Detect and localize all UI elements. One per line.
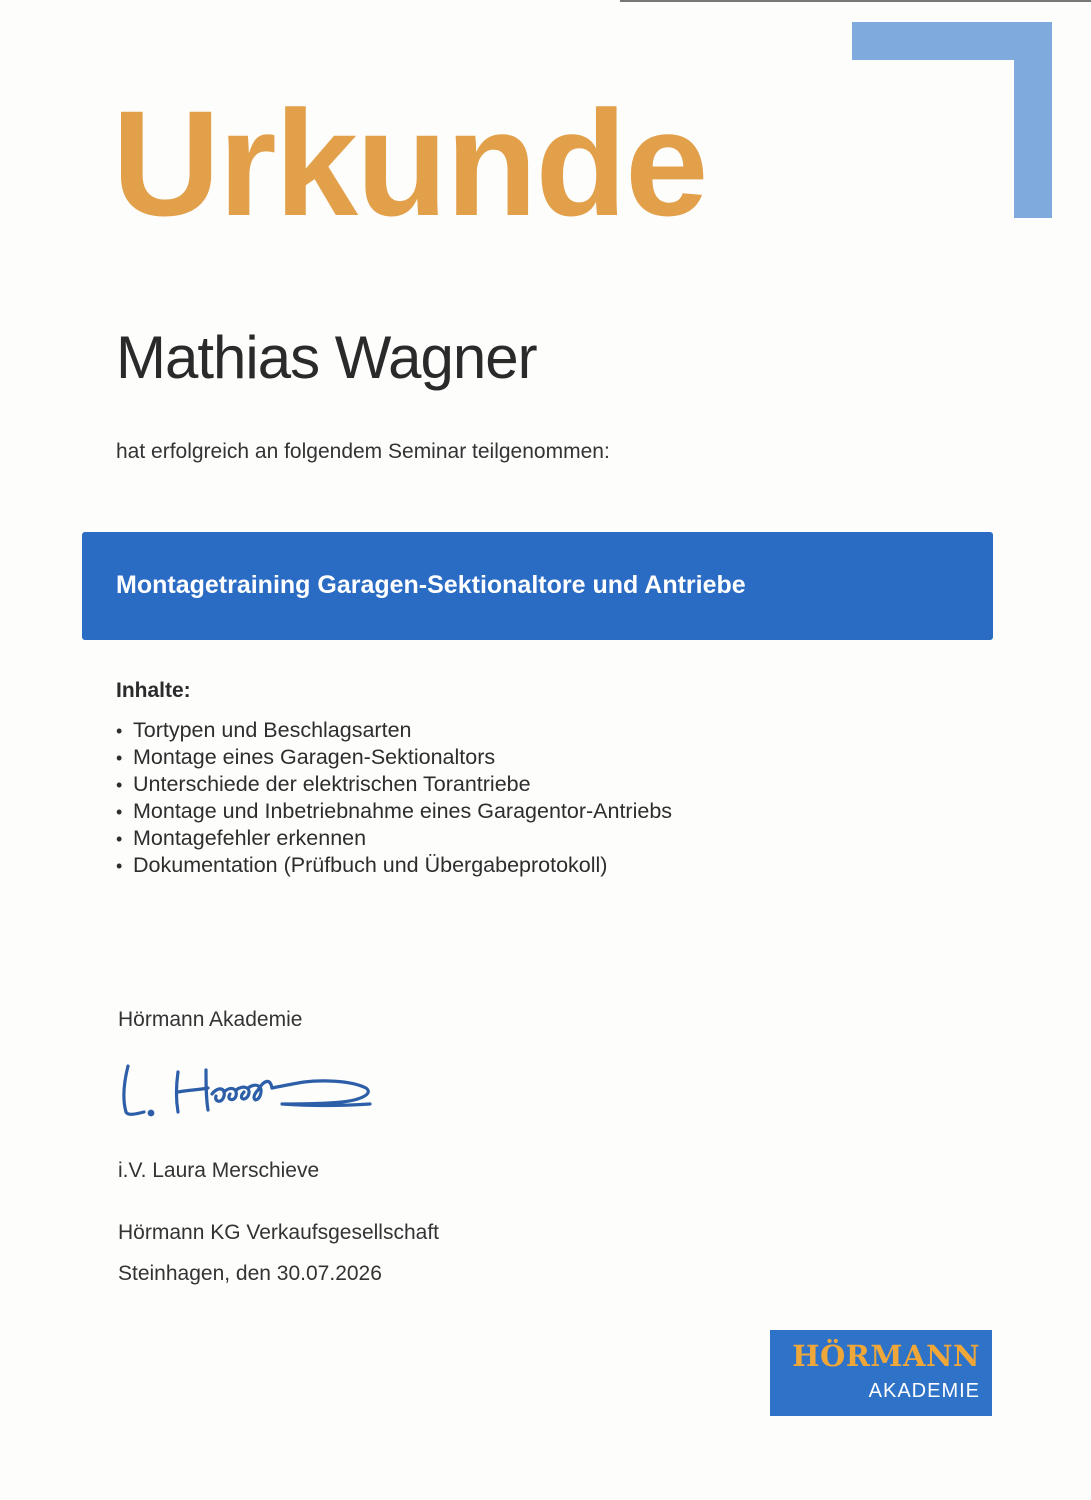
contents-item-text: Montage und Inbetriebnahme eines Garagentor-Antriebs <box>133 799 673 823</box>
hoermann-akademie-logo <box>770 1330 992 1416</box>
contents-item-text: Unterschiede der elektrischen Torantriebe <box>133 772 531 796</box>
bullet-icon: • <box>116 856 123 876</box>
contents-item-text: Tortypen und Beschlagsarten <box>133 718 412 742</box>
contents-item-text: Montage eines Garagen-Sektionaltors <box>133 745 496 769</box>
bullet-icon: • <box>116 802 123 822</box>
recipient-name: Mathias Wagner <box>116 324 537 391</box>
certificate-title: Urkunde <box>112 79 707 247</box>
contents-heading: Inhalte: <box>116 679 191 702</box>
contents-list-item <box>116 744 672 771</box>
company-name: Hörmann KG Verkaufsgesellschaft <box>118 1221 439 1244</box>
place-and-date: Steinhagen, den 30.07.2026 <box>118 1262 382 1285</box>
contents-item-text: Dokumentation (Prüfbuch und Übergabeprotokoll) <box>133 853 608 877</box>
scan-edge-line <box>620 0 1091 2</box>
bullet-icon: • <box>116 748 123 768</box>
contents-list-item <box>116 798 672 825</box>
bullet-icon: • <box>116 829 123 849</box>
logo-brand-text: HÖRMANN <box>792 1339 980 1373</box>
bullet-icon: • <box>116 721 123 741</box>
signatory-name: i.V. Laura Merschieve <box>118 1159 320 1182</box>
participation-statement: hat erfolgreich an folgendem Seminar teilgenommen: <box>116 440 610 463</box>
contents-list-item <box>116 825 672 852</box>
bullet-icon: • <box>116 775 123 795</box>
seminar-title-banner <box>82 532 993 640</box>
corner-bracket-decoration <box>852 22 1052 218</box>
contents-list-item <box>116 717 672 744</box>
contents-list <box>116 717 672 879</box>
contents-list-item <box>116 852 672 879</box>
logo-subtitle-text: AKADEMIE <box>868 1380 980 1402</box>
seminar-title: Montagetraining Garagen-Sektionaltore und Antriebe <box>116 571 746 599</box>
contents-item-text: Montagefehler erkennen <box>133 826 367 850</box>
contents-list-item <box>116 771 672 798</box>
issuer-name: Hörmann Akademie <box>118 1008 303 1031</box>
handwritten-signature <box>114 1058 379 1126</box>
